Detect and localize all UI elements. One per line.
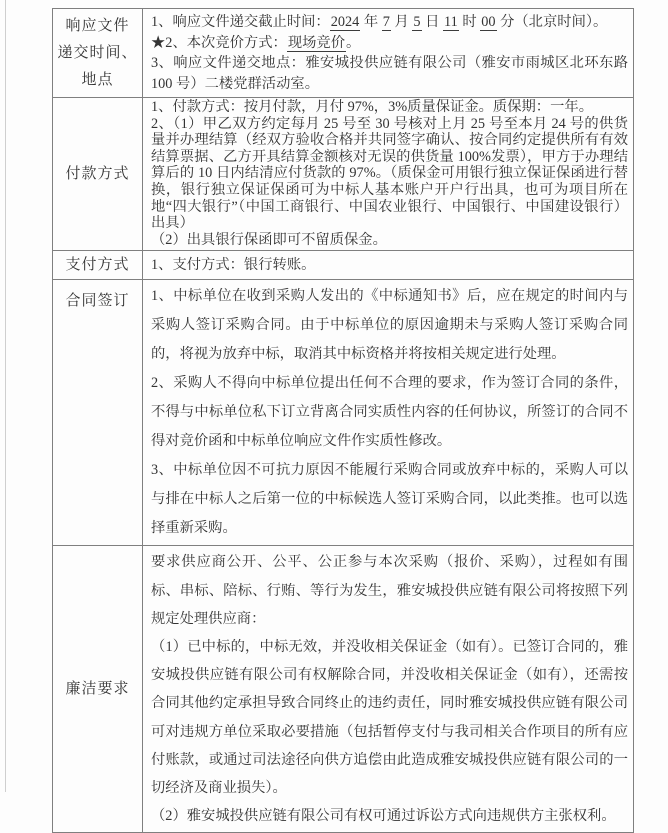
paragraph: 要求供应商公开、公平、公正参与本次采购（报价、采购），过程如有围标、串标、陪标、行贿、等行为发生，雅安城投供应链有限公司将按照下列规定处理供应商： [151,554,628,627]
label-line: 地点 [81,71,114,88]
paragraph: 1、中标单位在收到采购人发出的《中标通知书》后，应在规定的时间内与采购人签订采购合同。由于中标单位的原因逾期未与采购人签订采购合同的，将视为放弃中标，取消其中标资格并将按相关规定进行处理。 [151,288,628,363]
fill-in-value: 11 [443,14,458,30]
paragraph: 2、（1）甲乙双方约定每月 25 号至 30 号核对上月 25 号至本月 24 号的供货量并办理结算（经双方验收合格并共同签字确认、按合同约定提供所有有效结算票据、乙方开具结算金额核对无误的供货量 100%发票），甲方于办理结算后的 10 日内结清应付货款的 97%。（质保金可用银行独立保证保函进行替换，银行独立保证保函可为中标人基本账户开户行出具，也可为项目所在地“四大银行”（中国工商银行、中国农业银行、中国银行、中国建设银行）出具） [151,115,628,232]
row-content-contract-signing [143,280,634,546]
paragraph: 1、支付方式：银行转账。 [151,257,316,274]
label-line: 廉洁要求 [65,681,130,698]
fill-in-value: 2024 [330,14,360,30]
table-row-submission [53,9,634,98]
table-row-payment-method [53,251,634,280]
table-row-integrity [53,546,634,833]
fill-in-value: 00 [481,14,496,30]
paragraph: （2）雅安城投供应链有限公司有权可通过诉讼方式向违规供方主张权利。 [151,808,616,825]
star-icon: ★ [151,34,166,51]
table-body [53,9,634,833]
paragraph: 2、采购人不得向中标单位提出任何不合理的要求，作为签订合同的条件，不得与中标单位私下订立背离合同实质性内容的任何协议，所签订的合同不得对竞价函和中标单位响应文件作实质性修改。 [151,375,628,450]
paragraph: 1、付款方式：按月付款，月付 97%，3%质量保证金。质保期：一年。 [151,99,593,115]
paragraph: 3、响应文件递交地点：雅安城投供应链有限公司（雅安市雨城区北环东路 100 号）二楼党群活动室。 [151,55,628,92]
paragraph: （2）出具银行保函即可不留质保金。 [151,231,387,248]
row-label-contract-signing [53,280,143,546]
row-label-payment-terms [53,98,143,251]
row-content-payment-terms [143,98,634,251]
fill-in-value: 5 [413,14,421,30]
table-row-payment-terms [53,98,634,251]
fill-in-value: 7 [382,14,390,30]
label-line: 合同签订 [65,293,130,310]
row-content-payment-method [143,251,634,280]
row-label-submission [53,9,143,98]
fill-in-value: 现场竞价 [287,34,346,51]
paragraph: （1）已中标的，中标无效，并没收相关保证金（如有）。已签订合同的，雅安城投供应链有限公司有权解除合同，并没收相关保证金（如有），还需按合同其他约定承担导致合同终止的违约责任，同时雅安城投供应链有限公司可对违规方单位采取必要措施（包括暂停支付与我司相关合作项目的所有应付账款，或通过司法途径向供方追偿由此造成雅安城投供应链有限公司的一切经济及商业损失）。 [151,638,628,796]
paragraph: 1、响应文件递交截止时间：2024 年 7 月 5 日 11 时 00 分（北京时间）。 [151,14,608,30]
table-row-contract-signing [53,280,634,546]
label-line: 支付方式 [65,257,130,274]
paragraph: ★2、本次竞价方式：现场竞价。 [151,34,361,51]
row-label-integrity [53,546,143,833]
paragraph: 3、中标单位因不可抗力原因不能履行采购合同或放弃中标的，采购人可以与排在中标人之后第一位的中标候选人签订采购合同，以此类推。也可以选择重新采购。 [151,462,628,537]
label-line: 响应文件 [65,17,130,34]
label-line: 付款方式 [65,166,130,183]
scan-edge-line [5,0,6,792]
row-label-payment-method [53,251,143,280]
row-content-submission [143,9,634,98]
label-line: 递交时间、 [57,44,138,61]
procurement-terms-table [52,8,634,833]
row-content-integrity [143,546,634,833]
